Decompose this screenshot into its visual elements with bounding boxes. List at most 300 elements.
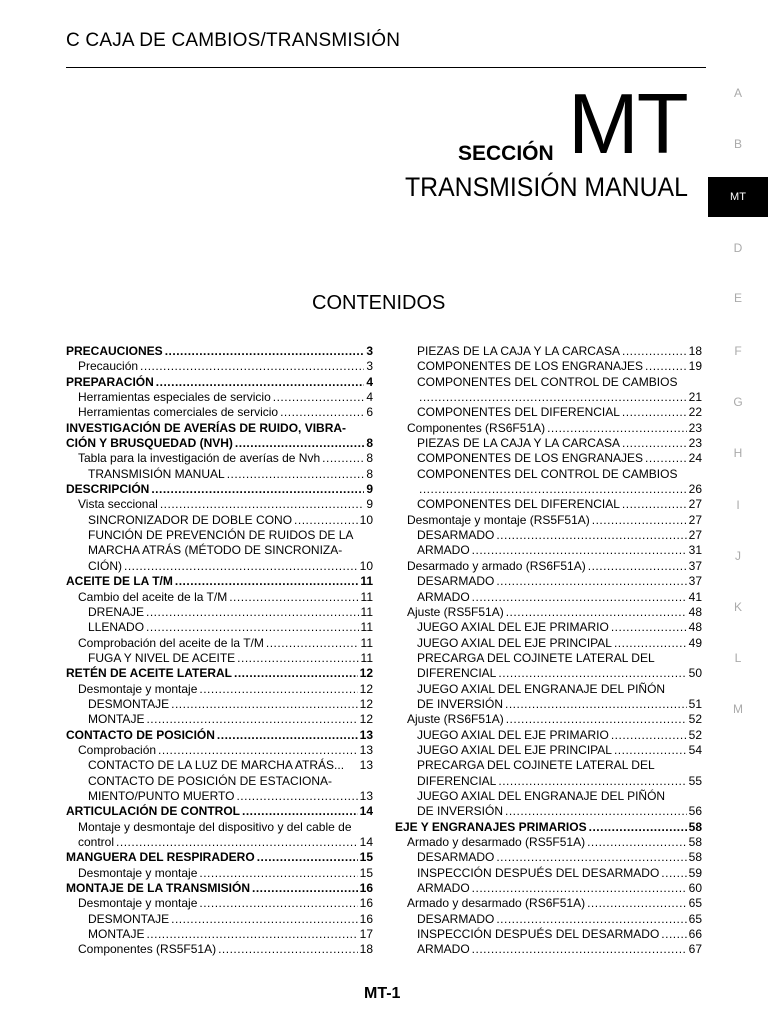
toc-entry-label: Comprobación del aceite de la T/M [78,635,264,650]
toc-entry[interactable] [66,467,373,482]
toc-entry-lead: Montaje y desmontaje del dispositivo y del cable de [78,819,352,834]
toc-leader-dots [171,697,358,712]
toc-entry-label: CIÓN) [88,558,122,573]
toc-entry-page: 12 [359,696,373,711]
toc-leader-dots [614,743,687,758]
toc-entry-page: 65 [688,911,702,926]
toc-entry-label: Componentes (RS6F51A) [407,420,546,435]
toc-leader-dots [614,636,687,651]
toc-entry[interactable] [395,927,702,942]
toc-entry-label: COMPONENTES DEL DIFERENCIAL [417,497,620,512]
toc-entry-lead: COMPONENTES DEL CONTROL DE CAMBIOS [417,466,678,481]
section-tab-b[interactable]: B [733,137,742,151]
toc-entry[interactable] [395,375,702,406]
toc-entry-page: 23 [688,436,702,451]
toc-leader-dots [160,497,364,512]
toc-leader-dots [496,912,686,927]
toc-entry-label: Comprobación [78,742,157,757]
toc-entry-label: COMPONENTES DE LOS ENGRANAJES [417,359,644,374]
toc-entry[interactable] [395,682,702,713]
toc-entry[interactable] [66,390,373,405]
toc-entry-label: JUEGO AXIAL DEL EJE PRIMARIO [417,727,609,742]
toc-entry-label: CONTACTO DE LA LUZ DE MARCHA ATRÁS... [88,758,345,773]
toc-leader-dots [116,835,358,850]
toc-entry-page: 58 [688,835,702,849]
toc-leader-dots [611,728,687,743]
toc-entry-label: MONTAJE DE LA TRANSMISIÓN [66,881,251,896]
toc-entry[interactable] [66,513,373,528]
toc-entry-label: CIÓN Y BRUSQUEDAD (NVH) [66,436,233,451]
toc-entry-page: 51 [688,696,702,711]
toc-entry-page: 18 [359,942,373,957]
toc-leader-dots [505,804,687,819]
toc-leader-dots [547,421,687,436]
toc-entry-page: 31 [688,543,702,558]
toc-entry-label: Desmontaje y montaje [78,896,198,911]
toc-entry-page: 15 [359,850,373,865]
toc-entry-label: ARMADO [417,589,470,604]
toc-leader-dots [322,451,364,466]
toc-entry[interactable] [395,436,702,451]
section-tab-m[interactable]: M [733,702,743,716]
toc-entry-page: 15 [359,865,373,880]
toc-leader-dots [175,574,358,589]
toc-entry-page: 27 [688,528,702,543]
toc-leader-dots [165,344,365,359]
toc-leader-dots [124,559,358,574]
toc-entry[interactable] [395,513,702,528]
toc-entry[interactable] [66,912,373,927]
toc-entry[interactable] [395,850,702,865]
toc-entry[interactable] [66,405,373,420]
toc-entry-page: 4 [366,390,373,405]
toc-entry-page: 8 [366,466,373,481]
toc-entry-page: 27 [688,512,702,527]
toc-entry[interactable] [66,451,373,466]
toc-entry[interactable] [66,881,373,896]
toc-leader-dots [227,467,365,482]
toc-leader-dots [506,605,687,620]
toc-entry-label: INSPECCIÓN DESPUÉS DEL DESARMADO [417,927,660,942]
toc-left-column [66,344,373,958]
toc-entry[interactable] [395,942,702,957]
toc-entry[interactable] [66,574,373,589]
toc-entry-page: 52 [688,712,702,727]
toc-entry[interactable] [66,482,373,497]
contents-title: CONTENIDOS [312,292,446,314]
toc-leader-dots [588,559,687,574]
toc-entry[interactable] [66,850,373,865]
section-tab-mt[interactable]: MT [708,177,768,217]
toc-entry-lead: JUEGO AXIAL DEL ENGRANAJE DEL PIÑÓN [417,788,666,803]
toc-entry-label: INSPECCIÓN DESPUÉS DEL DESARMADO [417,865,660,880]
toc-entry-page: 11 [360,604,373,619]
toc-leader-dots [498,666,686,681]
toc-entry-page: 18 [688,344,702,358]
toc-entry-page: 67 [688,942,702,957]
toc-entry-lead: COMPONENTES DEL CONTROL DE CAMBIOS [417,374,678,389]
toc-entry-page: 56 [688,804,702,819]
toc-leader-dots [472,543,687,558]
toc-entry-page: 16 [359,911,373,926]
section-code: MT [568,77,687,172]
toc-entry-page: 11 [360,635,373,650]
toc-entry-page: 16 [359,896,373,911]
toc-entry[interactable] [66,636,373,651]
toc-leader-dots [661,927,686,942]
section-tab-j[interactable]: J [735,549,741,563]
toc-entry[interactable] [395,896,702,911]
toc-entry-lead: JUEGO AXIAL DEL ENGRANAJE DEL PIÑÓN [417,681,666,696]
toc-entry-page: 55 [688,773,702,788]
toc-entry-label: Herramientas comerciales de servicio [78,405,279,420]
toc-entry-label: ARMADO [417,881,470,896]
toc-entry-page: 8 [366,436,373,451]
toc-entry[interactable] [395,405,702,420]
toc-leader-dots [151,482,364,497]
toc-entry-label: PRECAUCIONES [66,344,163,358]
toc-entry-page: 6 [366,405,373,420]
toc-entry[interactable] [395,789,702,820]
toc-entry-page: 22 [688,405,702,420]
header-rule [66,67,706,68]
toc-entry-label: Ajuste (RS6F51A) [407,712,504,727]
toc-entry[interactable] [66,774,373,805]
toc-entry-label: DESARMADO [417,850,495,865]
toc-leader-dots [257,850,358,865]
toc-leader-dots [146,605,359,620]
toc-entry-label: Cambio del aceite de la T/M [78,589,228,604]
toc-entry-label: DESMONTAJE [88,911,170,926]
toc-leader-dots [622,497,687,512]
toc-leader-dots [496,528,686,543]
toc-entry-page: 58 [688,850,702,865]
toc-entry-label: DE INVERSIÓN [417,804,504,819]
toc-leader-dots [592,513,687,528]
toc-entry-page: 4 [366,374,373,389]
toc-entry-label: COMPONENTES DE LOS ENGRANAJES [417,451,644,466]
section-tab-a[interactable]: A [733,86,742,100]
toc-entry-label: Armado y desarmado (RS5F51A) [407,835,586,849]
toc-leader-dots [266,636,359,651]
toc-entry-page: 59 [688,865,702,880]
toc-leader-dots [199,682,357,697]
toc-entry[interactable] [395,835,702,850]
toc-entry[interactable] [395,559,702,574]
toc-leader-dots [199,896,357,911]
toc-entry-page: 52 [688,727,702,742]
section-tab-l[interactable]: L [734,651,742,665]
toc-entry-lead: FUNCIÓN DE PREVENCIÓN DE RUIDOS DE LA MARCHA ATRÁS (MÉTODO DE SINCRONIZA- [88,528,353,558]
toc-entry-page: 3 [366,344,373,358]
toc-entry[interactable] [66,927,373,942]
toc-entry-page: 26 [688,482,702,497]
toc-entry-page: 12 [359,681,373,696]
toc-entry[interactable] [395,651,702,682]
toc-leader-dots [419,482,687,497]
section-tab-f[interactable]: F [734,344,742,358]
section-tab-g[interactable]: G [733,395,743,409]
toc-entry[interactable] [66,758,373,773]
toc-entry-label: DIFERENCIAL [417,666,497,681]
toc-entry-label: Vista seccional [78,497,158,512]
toc-entry[interactable] [395,344,702,359]
toc-leader-dots [622,344,687,359]
toc-entry[interactable] [395,636,702,651]
toc-entry[interactable] [66,497,373,512]
toc-entry[interactable] [66,896,373,911]
toc-entry-page: 16 [359,881,373,896]
toc-entry[interactable] [66,590,373,605]
toc-entry[interactable] [395,712,702,727]
toc-entry[interactable] [66,942,373,957]
toc-entry[interactable] [66,728,373,743]
toc-entry-label: DESARMADO [417,528,495,543]
toc-entry[interactable] [395,912,702,927]
toc-entry[interactable] [66,682,373,697]
toc-entry-page: 65 [688,896,702,911]
section-label: SECCIÓN [458,142,554,165]
toc-entry-page: 17 [359,927,373,942]
toc-entry-label: MONTAJE [88,927,145,942]
toc-entry[interactable] [395,451,702,466]
toc-entry[interactable] [66,359,373,374]
toc-entry-label: Armado y desarmado (RS6F51A) [407,896,586,911]
toc-leader-dots [199,866,357,881]
toc-entry[interactable] [395,881,702,896]
toc-entry-label: Componentes (RS5F51A) [78,942,217,957]
toc-entry-page: 48 [688,604,702,619]
toc-entry-page: 13 [359,788,373,803]
toc-leader-dots [645,451,687,466]
toc-entry-label: control [78,835,115,849]
toc-entry-label: DE INVERSIÓN [417,696,504,711]
toc-entry-label: DRENAJE [88,604,145,619]
toc-entry-label: Precaución [78,359,139,374]
toc-entry-lead: INVESTIGACIÓN DE AVERÍAS DE RUIDO, VIBRA- [66,420,347,435]
toc-entry-page: 37 [688,574,702,589]
toc-entry-label: CONTACTO DE POSICIÓN [66,727,215,742]
toc-leader-dots [242,804,358,819]
toc-entry-page: 10 [359,512,373,527]
toc-leader-dots [496,574,686,589]
toc-entry[interactable] [395,574,702,589]
toc-entry-page: 66 [688,927,702,942]
toc-entry-label: FUGA Y NIVEL DE ACEITE [88,650,236,665]
toc-entry-label: EJE Y ENGRANAJES PRIMARIOS [395,819,587,834]
toc-entry-label: Herramientas especiales de servicio [78,390,271,405]
toc-entry[interactable] [395,528,702,543]
toc-right-column [395,344,702,958]
section-tab-i[interactable]: I [736,498,740,512]
toc-entry-page: 49 [688,635,702,650]
toc-leader-dots [661,866,686,881]
toc-entry-label: Desmontaje y montaje (RS5F51A) [407,512,590,527]
toc-entry-label: LLENADO [88,620,145,635]
toc-entry-page: 8 [366,451,373,466]
toc-entry[interactable] [66,820,373,851]
toc-entry-label: RETÉN DE ACEITE LATERAL [66,666,233,681]
toc-leader-dots [158,743,358,758]
toc-entry[interactable] [395,866,702,881]
toc-leader-dots [280,405,364,420]
toc-entry-page: 12 [359,712,373,727]
toc-leader-dots [472,590,687,605]
toc-leader-dots [140,359,364,374]
toc-entry[interactable] [395,758,702,789]
toc-entry-page: 13 [359,742,373,757]
toc-entry[interactable] [66,375,373,390]
toc-entry[interactable] [66,804,373,819]
toc-entry-page: 11 [360,620,373,635]
toc-entry[interactable] [395,743,702,758]
toc-entry-page: 50 [688,666,702,681]
toc-entry-label: Desarmado y armado (RS6F51A) [407,558,586,573]
toc-entry-label: DIFERENCIAL [417,773,497,788]
toc-entry[interactable] [66,743,373,758]
toc-entry-label: TRANSMISIÓN MANUAL [88,466,225,481]
toc-leader-dots [273,390,365,405]
toc-entry-page: 54 [688,742,702,757]
toc-entry-label: Desmontaje y montaje [78,865,198,880]
section-tab-e[interactable]: E [733,291,742,305]
toc-entry-page: 60 [688,881,702,896]
toc-entry[interactable] [395,467,702,498]
toc-entry-page: 11 [360,574,373,589]
toc-entry[interactable] [395,543,702,558]
section-tab-k[interactable]: K [733,600,742,614]
toc-leader-dots [236,789,357,804]
toc-leader-dots [645,359,687,374]
toc-entry-page: 14 [359,804,373,819]
toc-entry[interactable] [395,590,702,605]
toc-entry-label: ARMADO [417,942,470,957]
toc-leader-dots [472,942,687,957]
toc-entry-page: 58 [688,819,702,834]
toc-entry-page: 9 [366,497,373,512]
toc-leader-dots [218,942,358,957]
toc-leader-dots [235,436,364,451]
toc-entry[interactable] [66,697,373,712]
toc-entry-label: DESARMADO [417,574,495,589]
section-tab-h[interactable]: H [733,446,743,460]
toc-leader-dots [229,590,358,605]
toc-entry-label: COMPONENTES DEL DIFERENCIAL [417,405,620,420]
toc-entry-label: DESARMADO [417,911,495,926]
toc-leader-dots [622,405,687,420]
toc-entry-label: SINCRONIZADOR DE DOBLE CONO [88,512,293,527]
toc-entry[interactable] [66,421,373,452]
toc-entry-page: 23 [688,420,702,435]
toc-entry[interactable] [66,605,373,620]
toc-entry-page: 21 [688,390,702,405]
toc-entry-label: MANGUERA DEL RESPIRADERO [66,850,255,865]
toc-entry-page: 11 [360,589,373,604]
toc-entry-page: 3 [366,359,373,374]
toc-entry[interactable] [66,666,373,681]
toc-leader-dots [237,651,358,666]
toc-leader-dots [146,712,357,727]
toc-entry[interactable] [66,528,373,574]
toc-entry-label: JUEGO AXIAL DEL EJE PRINCIPAL [417,635,612,650]
toc-entry-lead: PRECARGA DEL COJINETE LATERAL DEL [417,650,655,665]
toc-leader-dots [419,390,687,405]
toc-entry[interactable] [395,421,702,436]
toc-entry[interactable] [395,728,702,743]
toc-leader-dots [505,697,687,712]
toc-entry-lead: PRECARGA DEL COJINETE LATERAL DEL [417,758,655,773]
toc-entry-page: 19 [688,359,702,374]
toc-entry-page: 9 [366,482,373,497]
toc-leader-dots [252,881,358,896]
toc-entry-page: 41 [688,589,702,604]
toc-entry[interactable] [395,497,702,512]
toc-entry[interactable] [66,620,373,635]
toc-entry-page: 11 [360,650,373,665]
toc-entry-label: DESCRIPCIÓN [66,482,150,497]
toc-leader-dots [587,835,687,850]
toc-entry-page: 37 [688,558,702,573]
toc-entry-label: PIEZAS DE LA CAJA Y LA CARCASA [417,344,620,358]
section-tab-d[interactable]: D [733,241,743,255]
toc-entry-page: 12 [359,666,373,681]
toc-entry-label: ARTICULACIÓN DE CONTROL [66,804,240,819]
toc-leader-dots [498,774,686,789]
toc-entry-page: 14 [359,835,373,849]
toc-entry-page: 27 [688,497,702,512]
toc-entry[interactable] [395,359,702,374]
toc-entry[interactable] [395,605,702,620]
toc-leader-dots [146,620,359,635]
toc-leader-dots [294,513,358,528]
toc-leader-dots [217,728,358,743]
toc-entry-label: PREPARACIÓN [66,374,154,389]
toc-entry[interactable] [66,866,373,881]
section-title: TRANSMISIÓN MANUAL [405,172,688,202]
toc-entry-label: JUEGO AXIAL DEL EJE PRIMARIO [417,620,609,635]
toc-entry-page: 24 [688,451,702,466]
toc-entry-label: MONTAJE [88,712,145,727]
toc-entry[interactable] [395,820,702,835]
toc-entry-lead: CONTACTO DE POSICIÓN DE ESTACIONA- [88,773,333,788]
toc-entry-label: PIEZAS DE LA CAJA Y LA CARCASA [417,436,620,451]
toc-entry-page: 13 [359,727,373,742]
toc-leader-dots [587,896,687,911]
toc-leader-dots [506,712,687,727]
toc-leader-dots [156,375,365,390]
toc-entry-label: ACEITE DE LA T/M [66,574,173,589]
toc-entry[interactable] [66,712,373,727]
page-header-title: C CAJA DE CAMBIOS/TRANSMISIÓN [66,30,401,51]
toc-entry-label: DESMONTAJE [88,696,170,711]
toc-leader-dots [611,620,687,635]
toc-entry-label: MIENTO/PUNTO MUERTO [88,788,235,803]
toc-entry-label: Tabla para la investigación de averías de Nvh [78,451,321,466]
toc-entry[interactable] [395,620,702,635]
toc-leader-dots [496,850,686,865]
page-number: MT-1 [364,985,401,1002]
toc-entry-label: Ajuste (RS5F51A) [407,604,504,619]
toc-entry-page: 10 [359,558,373,573]
toc-leader-dots [589,820,687,835]
toc-entry-label: Desmontaje y montaje [78,681,198,696]
toc-entry[interactable] [66,651,373,666]
toc-entry-label: ARMADO [417,543,470,558]
toc-entry-page: 13 [359,758,373,773]
toc-leader-dots [472,881,687,896]
toc-entry[interactable] [66,344,373,359]
toc-leader-dots [146,927,357,942]
